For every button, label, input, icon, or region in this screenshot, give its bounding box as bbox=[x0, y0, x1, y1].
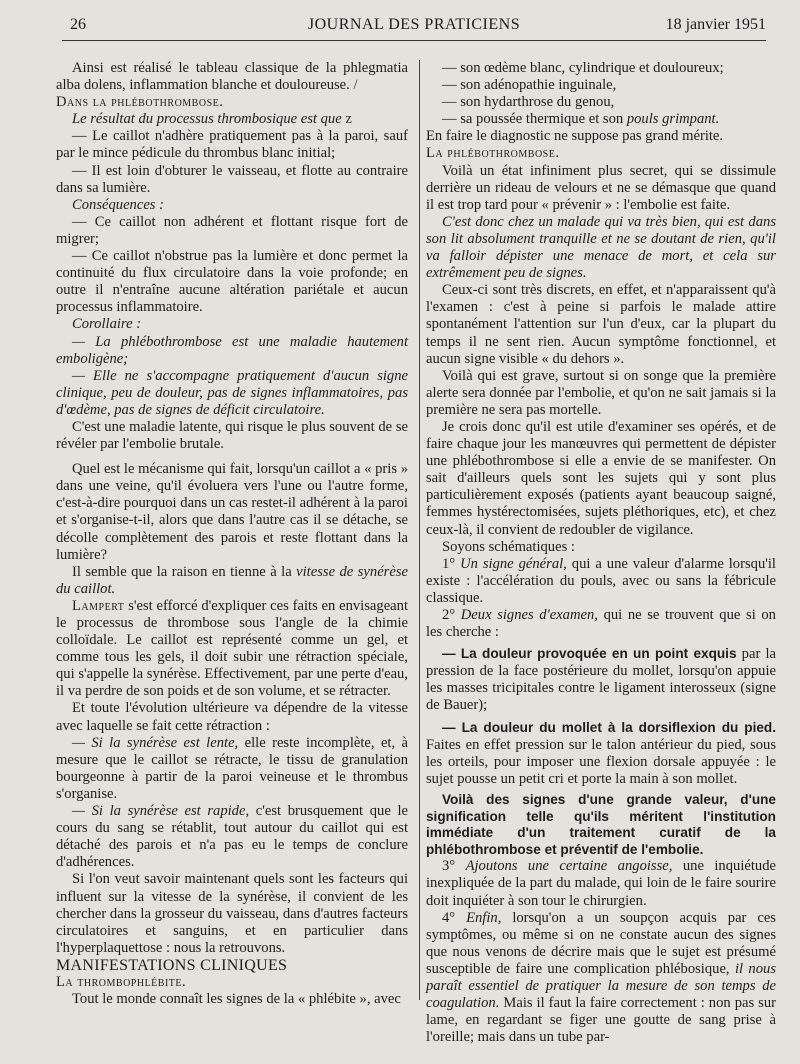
paragraph: — La douleur du mollet à la dorsiflexion du pied. Faites en effet pression sur le talon antérieur du pied, sous les orteils, pour imposer une flexion dorsale appuyée : le sujet pousse un petit cri et porte la main à son mollet. bbox=[426, 719, 776, 787]
paragraph: — Si la synérèse est rapide, c'est brusquement que le cours du sang se rétablit, tout autour du caillot qui est détaché des parois et n'a pas eu le temps de conclure d'adhérences. bbox=[56, 803, 408, 871]
paragraph: — Ce caillot n'obstrue pas la lumière et donc permet la continuité du flux circulatoire dans la voie profonde; en outre il n'entraîne aucune altération pariétale et aucun processus inflammatoire. bbox=[56, 248, 408, 316]
column-divider bbox=[419, 60, 420, 1000]
list-item: — sa poussée thermique et son pouls grimpant. bbox=[442, 111, 720, 128]
paragraph: Quel est le mécanisme qui fait, lorsqu'un caillot a « pris » dans une veine, qu'il évoluera vers l'une ou l'autre forme, c'est-à-dire pourquoi dans un cas restet-il adhérent à la paroi et s'organise-t-il, alors que dans l'autre cas il se détache, se décolle complètement des parois et reste flottant dans la lumière? bbox=[56, 461, 408, 563]
paragraph: Ceux-ci sont très discrets, en effet, et n'apparaissent qu'à l'examen : c'est à peine si parfois le malade attire spontanément l'attention sur l'un d'eux, car la plupart du temps il ne sent rien. Aucun symptôme fonctionnel, et aucun signe visible « du dehors ». bbox=[426, 282, 776, 367]
left-column bbox=[56, 60, 408, 1008]
paragraph: Corollaire : bbox=[72, 316, 142, 333]
paragraph: Si l'on veut savoir maintenant quels sont les facteurs qui influent sur la vitesse de la synérèse, il convient de les chercher dans la grosseur du vaisseau, dans d'autres facteurs circulatoires et sanguins, et en particulier dans l'hyperplaquettose : nous la retrouvons. bbox=[56, 871, 408, 956]
page-header bbox=[62, 14, 766, 38]
section-heading: La thrombophlébite. bbox=[56, 973, 187, 990]
paragraph: C'est une maladie latente, qui risque le plus souvent de se révéler par l'embolie brutale. bbox=[56, 418, 408, 453]
handwritten-mark: / bbox=[353, 77, 358, 94]
paragraph: — Si la synérèse est lente, elle reste incomplète, et, à mesure que le caillot se rétracte, le tissu de granulation bourgeonne à partir de la paroi veineuse et le thrombus s'organise. bbox=[56, 734, 409, 802]
paragraph: — Ce caillot non adhérent et flottant risque fort de migrer; bbox=[56, 213, 408, 247]
paragraph: Le résultat du processus thrombosique est que z bbox=[72, 111, 352, 128]
paragraph: — Il est loin d'obturer le vaisseau, et flotte au contraire dans sa lumière. bbox=[56, 162, 408, 196]
page-number: 26 bbox=[70, 16, 86, 33]
paragraph: Conséquences : bbox=[72, 196, 164, 213]
author-name: Lampert bbox=[72, 597, 125, 614]
section-heading: Dans la phlébothrombose. bbox=[56, 94, 224, 111]
issue-date: 18 janvier 1951 bbox=[665, 16, 766, 33]
paragraph: 3° Ajoutons une certaine angoisse, une inquiétude inexpliquée de la part du malade, qui loin de le faire sourire doit inquiéter à son tour le chirurgien. bbox=[426, 858, 776, 909]
paragraph: — Le caillot n'adhère pratiquement pas à la paroi, sauf par le mince pédicule du thrombus blanc initial; bbox=[56, 128, 408, 162]
paragraph: Tout le monde connaît les signes de la « phlébite », avec bbox=[72, 991, 401, 1008]
list-item: — son adénopathie inguinale, bbox=[442, 77, 617, 94]
handwritten-mark: z bbox=[345, 111, 352, 128]
paragraph: Je crois donc qu'il est utile d'examiner ses opérés, et de faire chaque jour les manœuvres qui permettent de dépister une phlébothrombose si elle a envie de se manifester. On sait d'ailleurs quels sont les sujets qui y sont plus particulièrement exposés (patients ayant beaucoup saigné, femmes hystérectomisées, sujets pléthoriques, etc), et chez ceux-là, il convient de redoubler de vigilance. bbox=[426, 418, 776, 538]
paragraph: — Elle ne s'accompagne pratiquement d'aucun signe clinique, peu de douleur, pas de signes inflammatoires, pas d'œdème, pas de signes de déficit circulatoire. bbox=[56, 367, 408, 418]
paragraph: Ainsi est réalisé le tableau classique de la phlegmatia alba dolens, inflammation blanche et douloureuse. / bbox=[56, 60, 408, 94]
paragraph: C'est donc chez un malade qui va très bien, qui est dans son lit absolument tranquille et ne se doutant de rien, qu'il va falloir dépister une menace de mort, et cela sur extrêmement peu de signes. bbox=[426, 213, 776, 282]
paragraph: Il semble que la raison en tienne à la vitesse de synérèse du caillot. bbox=[56, 563, 408, 597]
paragraph: Et toute l'évolution ultérieure va dépendre de la vitesse avec laquelle se fait cette rétraction : bbox=[56, 700, 408, 734]
paragraph: En faire le diagnostic ne suppose pas grand mérite. bbox=[426, 128, 724, 145]
section-title: MANIFESTATIONS CLINIQUES bbox=[56, 956, 288, 974]
section-heading: La phlébothrombose. bbox=[426, 145, 560, 162]
list-item: — son hydarthrose du genou, bbox=[442, 94, 615, 111]
paragraph: 1° Un signe général, qui a une valeur d'alarme lorsqu'il existe : l'accélération du pouls, avec ou sans la fébricule classique. bbox=[426, 555, 776, 606]
list-item: — son œdème blanc, cylindrique et douloureux; bbox=[442, 60, 724, 76]
paragraph: 4° Enfin, lorsqu'on a un soupçon acquis par ces symptômes, ou même si on ne constate aucun des signes que nous venons de décrire mais que le sujet est présumé susceptible de faire une complication phlébosique, il nous paraît essentiel de pratiquer la mesure de son temps de coagulation. Mais il faut la faire correctement : non pas sur lame, en regardant se figer une goutte de sang prise à l'oreille; mais dans un tube par- bbox=[426, 909, 776, 1046]
paragraph: 2° Deux signes d'examen, qui ne se trouvent que si on les cherche : bbox=[426, 607, 776, 641]
header-rule bbox=[62, 40, 766, 41]
right-column bbox=[426, 60, 776, 1046]
paragraph: Voilà qui est grave, surtout si on songe que la première alerte sera donnée par l'embolie, et qu'on ne sait jamais si la première ne sera pas mortelle. bbox=[426, 367, 776, 418]
journal-title: JOURNAL DES PRATICIENS bbox=[307, 16, 521, 33]
paragraph: — La douleur provoquée en un point exquis par la pression de la face postérieure du mollet, lorsqu'on appuie les masses tricipitales contre le ligament interosseux (signe de Bauer); bbox=[426, 646, 776, 714]
paragraph: Voilà un état infiniment plus secret, qui se dissimule derrière un rideau de velours et ne se démasque que quand il est trop tard pour « prévenir » : l'embolie est faite. bbox=[426, 162, 776, 213]
paragraph: Soyons schématiques : bbox=[442, 538, 575, 555]
paragraph: — La phlébothrombose est une maladie hautement emboligène; bbox=[56, 333, 408, 367]
paragraph: Lampert s'est efforcé d'expliquer ces faits en envisageant le processus de thrombose sous l'angle de la chimie colloïdale. Le caillot est représenté comme un gel, et comme tous les gels, il doit subir une rétraction spéciale, qui s'appelle la synérèse. Effectivement, par une perte d'eau, il va perdre de son poids et de son volume, et se rétracter. bbox=[56, 597, 408, 700]
emphasis-paragraph: Voilà des signes d'une grande valeur, d'une signification telle qu'ils méritent l'institution immédiate d'un traitement curatif de la phlébothrombose et préventif de l'embolie. bbox=[426, 791, 776, 857]
